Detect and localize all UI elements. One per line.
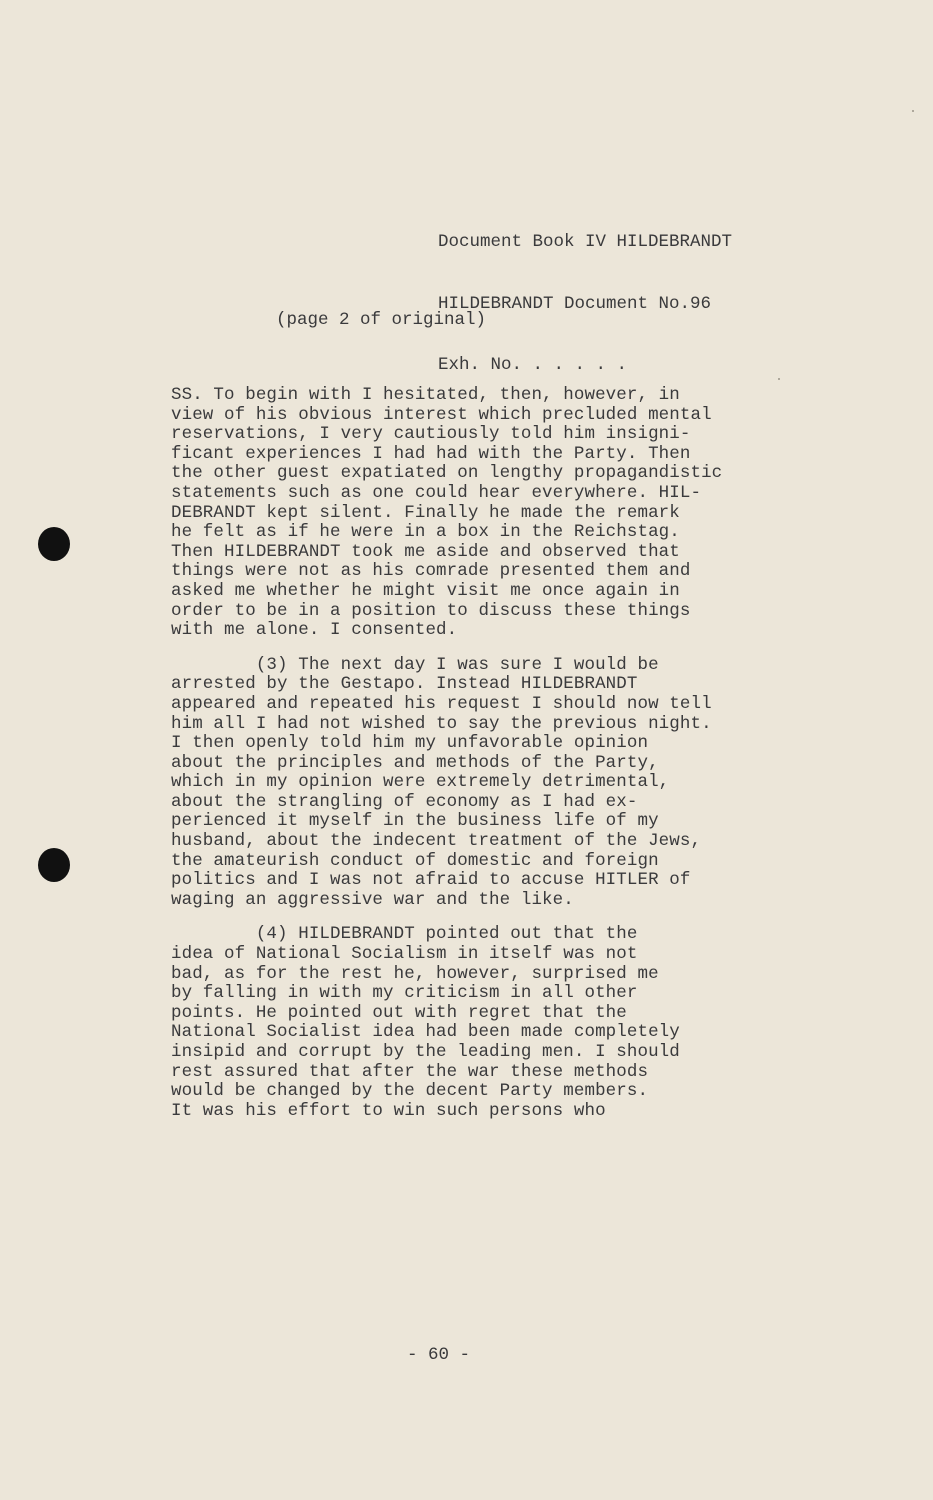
paragraph: [171, 386, 722, 641]
text-line: rest assured that after the war these methods: [171, 1061, 649, 1082]
text-line: things were not as his comrade presented them and: [171, 561, 691, 582]
text-line: would be changed by the decent Party members.: [171, 1081, 649, 1102]
text-line: points. He pointed out with regret that the: [171, 1002, 627, 1023]
text-line: ficant experiences I had had with the Party. Then: [171, 443, 691, 464]
text-line: DEBRANDT kept silent. Finally he made the remark: [171, 502, 680, 523]
text-line: by falling in with my criticism in all other: [171, 983, 638, 1004]
punch-hole-top: [38, 527, 70, 561]
paragraph: [171, 925, 722, 1121]
text-line: about the strangling of economy as I had ex-: [171, 791, 638, 812]
text-line: SS. To begin with I hesitated, then, however, in: [171, 385, 680, 405]
text-line: (3) The next day I was sure I would be: [171, 654, 659, 675]
text-line: National Socialist idea had been made completely: [171, 1022, 680, 1043]
header-line-document-number: HILDEBRANDT Document No.96: [438, 293, 712, 314]
paper-speck: [778, 378, 780, 380]
text-line: asked me whether he might visit me once again in: [171, 580, 680, 601]
text-line: husband, about the indecent treatment of the Jews,: [171, 831, 702, 852]
text-line: statements such as one could hear everywhere. HIL-: [171, 482, 702, 503]
text-line: view of his obvious interest which precluded mental: [171, 404, 712, 425]
page-reference: (page 2 of original): [276, 310, 487, 330]
header-line-exhibit-number: Exh. No. . . . . .: [438, 355, 628, 376]
text-line: idea of National Socialism in itself was not: [171, 944, 638, 965]
text-line: he felt as if he were in a box in the Reichstag.: [171, 522, 680, 543]
text-line: him all I had not wished to say the previous night.: [171, 713, 712, 734]
document-body: [171, 386, 722, 1136]
text-line: I then openly told him my unfavorable opinion: [171, 733, 649, 754]
text-line: appeared and repeated his request I should now tell: [171, 693, 712, 714]
text-line: perienced it myself in the business life of my: [171, 811, 659, 832]
text-line: arrested by the Gestapo. Instead HILDEBRANDT: [171, 674, 638, 695]
text-line: with me alone. I consented.: [171, 620, 458, 641]
text-line: (4) HILDEBRANDT pointed out that the: [171, 924, 638, 945]
document-header: [438, 190, 732, 417]
text-line: the other guest expatiated on lengthy propagandistic: [171, 463, 723, 484]
text-line: politics and I was not afraid to accuse HITLER of: [171, 870, 691, 891]
header-line-book: Document Book IV HILDEBRANDT: [438, 232, 733, 252]
text-line: waging an aggressive war and the like.: [171, 889, 574, 910]
page-number: - 60 -: [407, 1345, 471, 1365]
text-line: which in my opinion were extremely detrimental,: [171, 772, 670, 793]
text-line: insipid and corrupt by the leading men. I should: [171, 1042, 680, 1062]
text-line: Then HILDEBRANDT took me aside and observed that: [171, 541, 680, 562]
text-line: bad, as for the rest he, however, surprised me: [171, 963, 659, 984]
text-line: It was his effort to win such persons who: [171, 1100, 606, 1121]
text-line: order to be in a position to discuss these things: [171, 600, 691, 621]
paragraph: [171, 656, 722, 911]
paper-speck: [912, 110, 914, 112]
text-line: the amateurish conduct of domestic and foreign: [171, 850, 659, 871]
text-line: reservations, I very cautiously told him insigni-: [171, 424, 691, 445]
punch-hole-bottom: [38, 848, 70, 882]
text-line: about the principles and methods of the Party,: [171, 752, 659, 773]
